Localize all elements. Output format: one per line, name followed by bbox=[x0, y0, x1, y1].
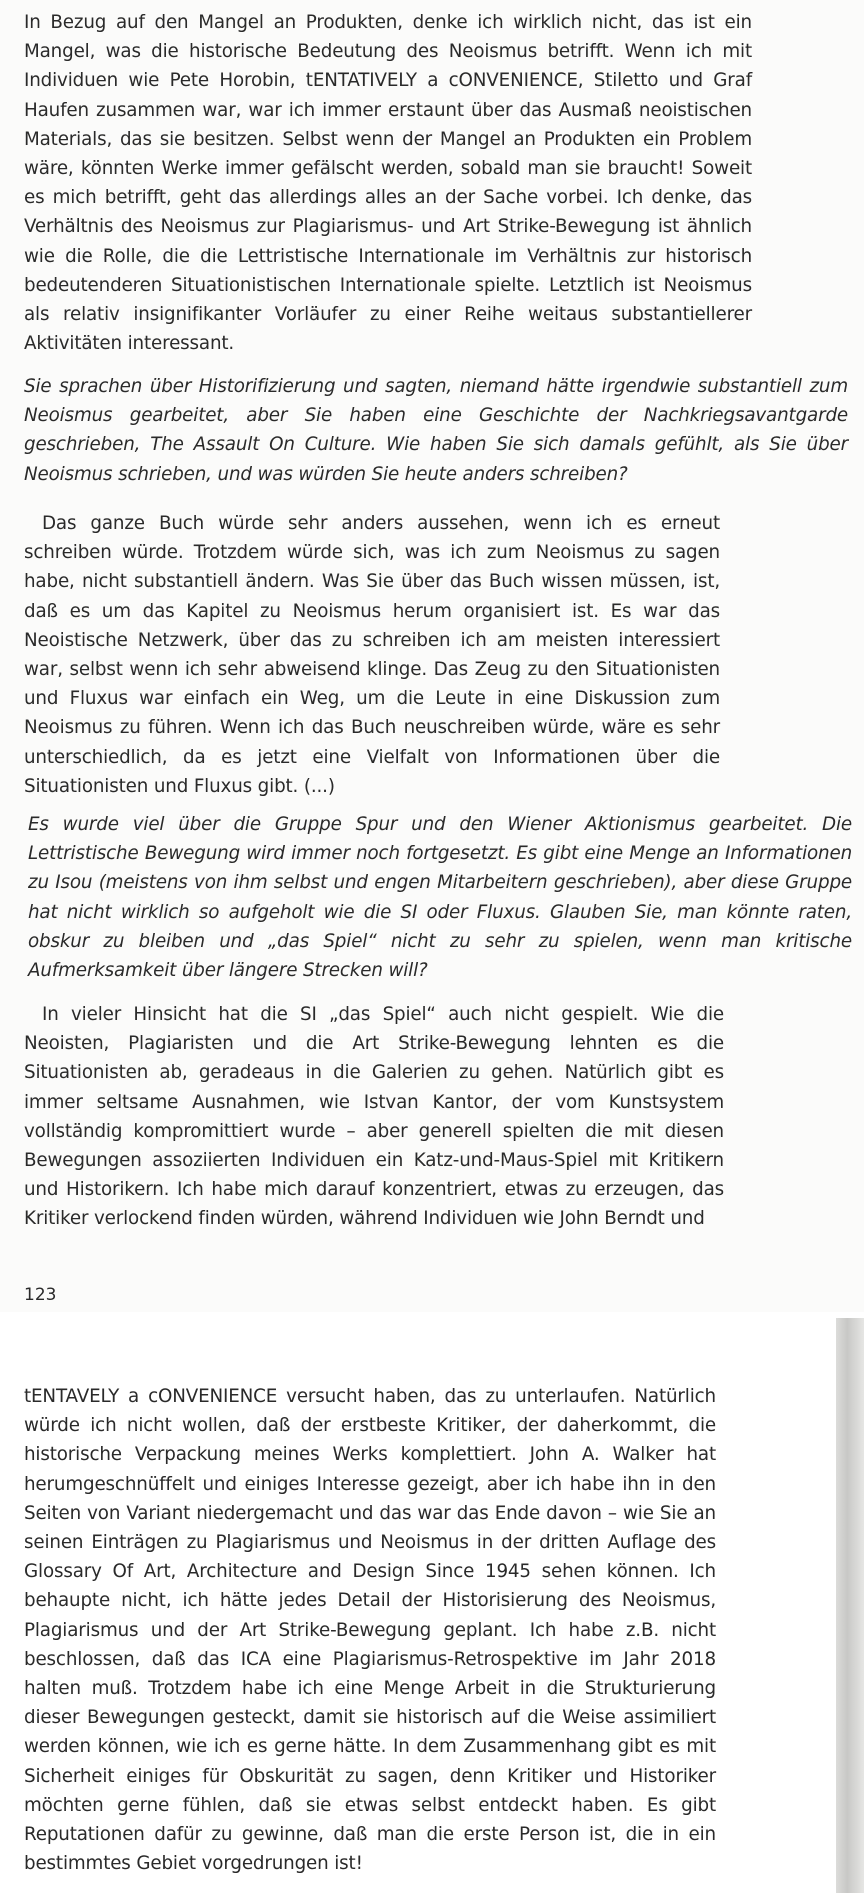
interview-question-1: Sie sprachen über Historifizierung und sagten, niemand hätte irgendwie substantiell zum Neoismus gearbeitet, aber Sie haben eine Geschichte der Nachkriegsavantgarde geschrieben, The Assault On Culture. Wie haben Sie sich damals gefühlt, als Sie über Neoismus schrieben, und was würden Sie heute anders schreiben? bbox=[24, 376, 848, 485]
answer-paragraph-4: tENTAVELY a cONVENIENCE versucht haben, das zu unterlaufen. Natürlich würde ich nicht wollen, daß der erstbeste Kritiker, der daherkommt, die historische Verpackung meines Werks komplettiert. John A. Walker hat herumgeschnüffelt und einiges Interesse gezeigt, aber ich habe ihn in den Seiten von Variant niedergemacht und das war das Ende davon – wie Sie an seinen Einträgen zu Plagiarismus und Neoismus in der dritten Auflage des Glossary Of Art, Architecture and Design Since 1945 sehen können. Ich behaupte nicht, ich hätte jedes Detail der Historisierung des Neoismus, Plagiarismus und der Art Strike-Bewegung geplant. Ich habe z.B. nicht beschlossen, daß das ICA eine Plagiarismus-Retrospektive im Jahr 2018 halten muß. Trotzdem habe ich eine Menge Arbeit in die Strukturierung dieser Bewegungen gesteckt, damit sie historisch auf die Weise assimiliert werden können, wie ich es gerne hätte. In dem Zusammenhang gibt es mit Sicherheit einiges für Obskurität zu sagen, denn Kritiker und Historiker möchten gerne fühlen, daß sie etwas selbst entdeckt haben. Es gibt Reputationen dafür zu gewinne, daß man die erste Person ist, die in ein bestimmtes Gebiet vorgedrungen ist! bbox=[24, 1386, 716, 1875]
answer-paragraph-3: In vieler Hinsicht hat die SI „das Spiel“ auch nicht gespielt. Wie die Neoisten, Plagiaristen und die Art Strike-Bewegung lehnten es die Situationisten ab, geradeaus in die Galerien zu gehen. Natürlich gibt es immer seltsame Ausnahmen, wie Istvan Kantor, der vom Kunstsystem vollständig kompromittiert wurde – aber generell spielten die mit diesen Bewegungen assoziierten Individuen ein Katz-und-Maus-Spiel mit Kritikern und Historikern. Ich habe mich darauf konzentriert, etwas zu erzeugen, das Kritiker verlockend finden würden, während Individuen wie John Berndt und bbox=[24, 1004, 724, 1230]
answer-paragraph-2: Das ganze Buch würde sehr anders aussehen, wenn ich es erneut schreiben würde. Trotzdem würde sich, was ich zum Neoismus zu sagen habe, nicht substantiell ändern. Was Sie über das Buch wissen müssen, ist, daß es um das Kapitel zu Neoismus herum organisiert ist. Es war das Neoistische Netzwerk, über das zu schreiben ich am meisten interessiert war, selbst wenn ich sehr abweisend klinge. Das Zeug zu den Situationisten und Fluxus war einfach ein Weg, um die Leute in eine Diskussion zum Neoismus zu führen. Wenn ich das Buch neuschreiben würde, wäre es sehr unterschiedlich, da es jetzt eine Vielfalt von Informationen über die Situationisten und Fluxus gibt. (...) bbox=[24, 513, 720, 797]
interview-question-2: Es wurde viel über die Gruppe Spur und den Wiener Aktionismus gearbeitet. Die Lettristische Bewegung wird immer noch fortgesetzt. Es gibt eine Menge an Informationen zu Isou (meistens von ihm selbst und engen Mitarbeitern geschrieben), aber diese Gruppe hat nicht wirklich so aufgeholt wie die SI oder Fluxus. Glauben Sie, man könnte raten, obskur zu bleiben und „das Spiel“ nicht zu sehr zu spielen, wenn man kritische Aufmerksamkeit über längere Strecken will? bbox=[28, 814, 852, 982]
answer-paragraph-1: In Bezug auf den Mangel an Produkten, denke ich wirklich nicht, das ist ein Mangel, was die historische Bedeutung des Neoismus betrifft. Wenn ich mit Individuen wie Pete Horobin, tENTATIVELY a cONVENIENCE, Stiletto und Graf Haufen zusammen war, war ich immer erstaunt über das Ausmaß neoistischen Materials, das sie besitzen. Selbst wenn der Mangel an Produkten ein Problem wäre, könnten Werke immer gefälscht werden, sobald man sie braucht! Soweit es mich betrifft, geht das allerdings alles an der Sache vorbei. Ich denke, das Verhältnis des Neoismus zur Plagiarismus- und Art Strike-Bewegung ist ähnlich wie die Rolle, die die Lettristische Internationale im Verhältnis zur historisch bedeutenderen Situationistischen Internationale spielte. Letztlich ist Neoismus als relativ insignifikanter Vorläufer zu einer Reihe weitaus substantiellerer Aktivitäten interessant. bbox=[24, 12, 752, 355]
page-number: 123 bbox=[24, 1285, 57, 1305]
page-spine-shadow bbox=[836, 1318, 864, 1893]
